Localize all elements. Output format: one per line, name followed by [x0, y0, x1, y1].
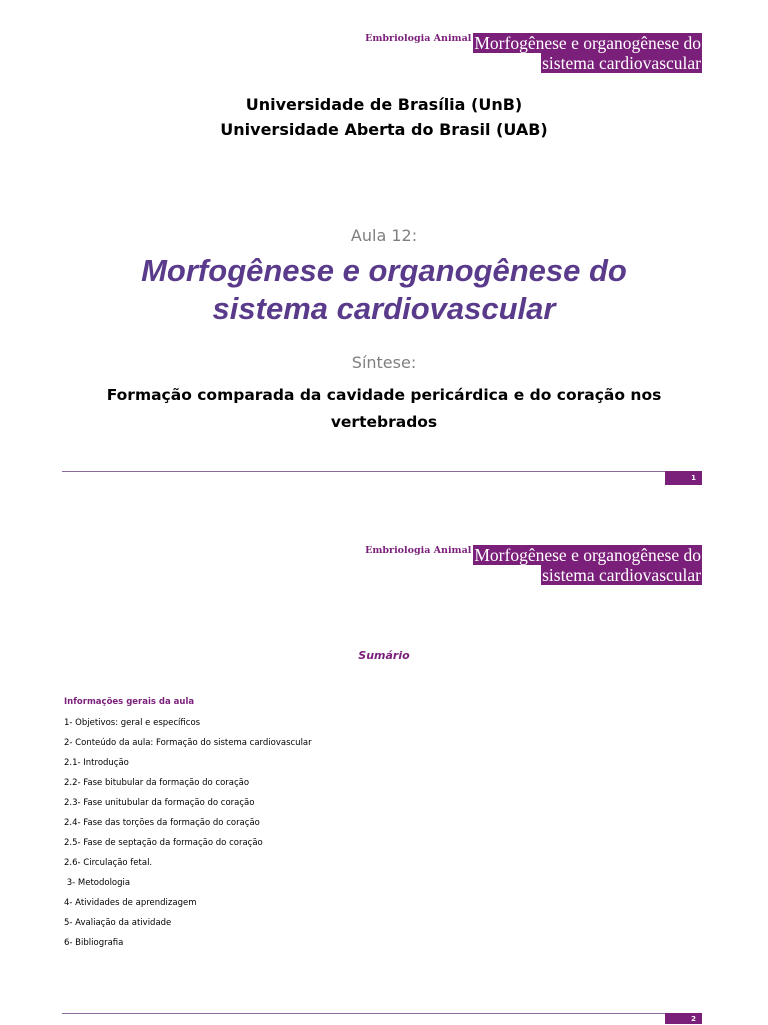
course-name: Embriologia Animal [365, 545, 472, 556]
toc-item[interactable]: 1- Objetivos: geral e específicos [64, 718, 201, 728]
lesson-title [0, 252, 768, 328]
document-page-2 [0, 512, 768, 1024]
summary-title: Sumário [358, 649, 410, 662]
toc-item[interactable]: 2.4- Fase das torções da formação do coração [64, 818, 260, 828]
toc-item[interactable]: 2- Conteúdo da aula: Formação do sistema cardiovascular [64, 738, 312, 748]
toc-item[interactable]: 2.1- Introdução [64, 758, 129, 768]
footer-rule [62, 1013, 702, 1014]
toc-item[interactable]: 2.6- Circulação fetal. [64, 858, 153, 868]
page-number: 2 [665, 1013, 702, 1024]
open-university-name: Universidade Aberta do Brasil (UAB) [220, 120, 548, 139]
running-header [365, 545, 702, 585]
toc-item[interactable]: 2.3- Fase unitubular da formação do coração [64, 798, 255, 808]
toc-item[interactable]: 3- Metodologia [64, 878, 131, 888]
lesson-title-line2: sistema cardiovascular [212, 291, 556, 326]
lesson-title-line1: Morfogênese e organogênese do [141, 253, 627, 288]
lesson-number: Aula 12: [350, 226, 418, 245]
toc-item[interactable]: 2.2- Fase bitubular da formação do coração [64, 778, 250, 788]
lesson-subtitle: Formação comparada da cavidade pericárdica e do coração nos vertebrados [106, 386, 662, 431]
header-title-line2: sistema cardiovascular [542, 565, 701, 585]
toc-item[interactable]: 2.5- Fase de septação da formação do coração [64, 838, 263, 848]
running-header [365, 33, 702, 73]
toc-heading: Informações gerais da aula [64, 697, 195, 707]
document-page-1 [0, 0, 768, 512]
university-block [0, 92, 768, 142]
header-title-line1: Morfogênese e organogênese do [474, 545, 701, 565]
footer-rule [62, 471, 702, 472]
university-name: Universidade de Brasília (UnB) [245, 95, 523, 114]
toc-item[interactable]: 6- Bibliografia [64, 938, 124, 948]
header-title-line1: Morfogênese e organogênese do [474, 33, 701, 53]
synthesis-label: Síntese: [351, 353, 417, 372]
toc-item[interactable]: 5- Avaliação da atividade [64, 918, 172, 928]
table-of-contents [64, 717, 312, 957]
header-title-line2: sistema cardiovascular [542, 53, 701, 73]
course-name: Embriologia Animal [365, 33, 472, 44]
toc-item[interactable]: 4- Atividades de aprendizagem [64, 898, 197, 908]
page-number: 1 [665, 471, 702, 485]
